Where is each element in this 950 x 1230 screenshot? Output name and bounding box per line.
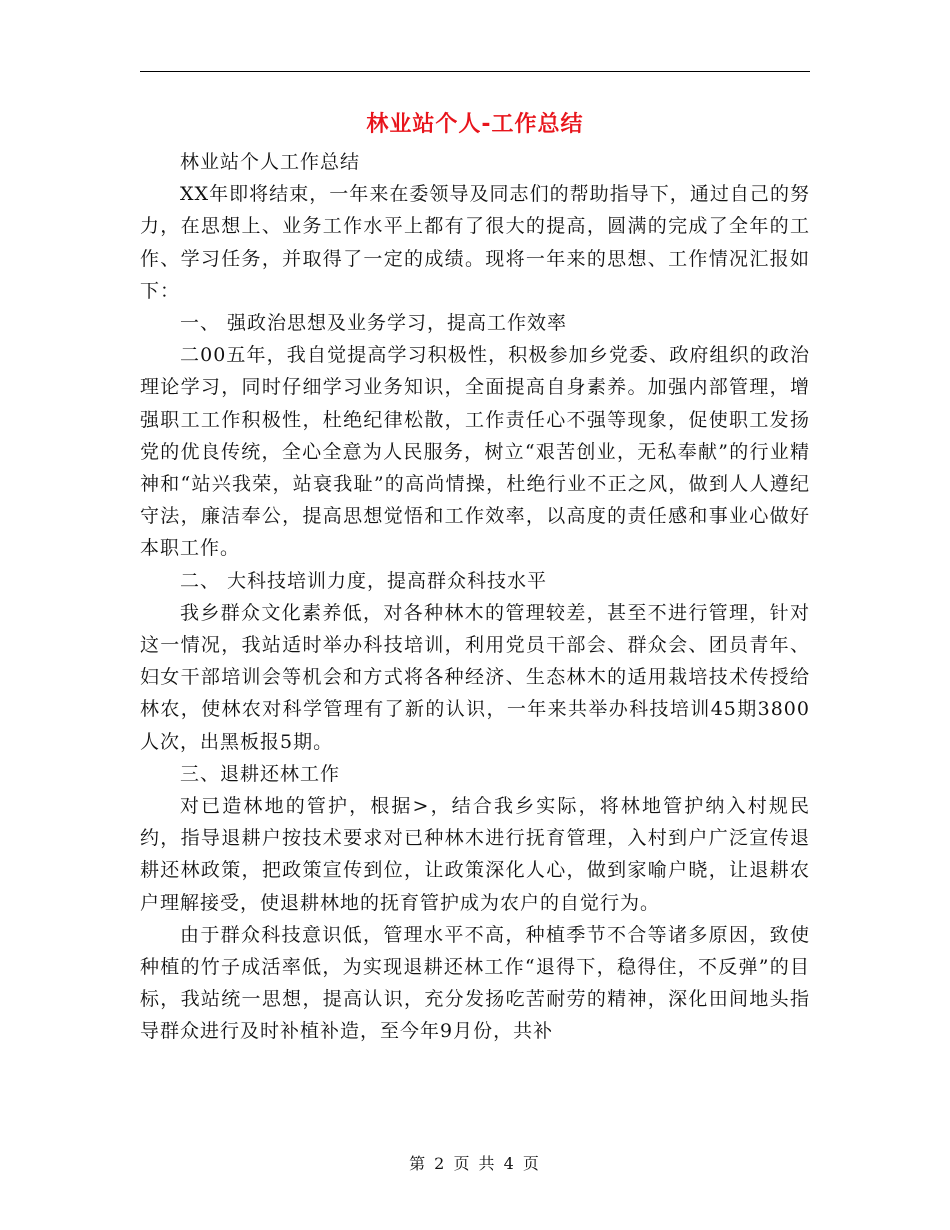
section-1-paragraph: 二00五年，我自觉提高学习积极性，积极参加乡党委、政府组织的政治理论学习，同时仔细学习业务知识，全面提高自身素养。加强内部管理，增强职工工作积极性，杜绝纪律松散，工作责任心不强等现象，促使职工发扬党的优良传统，全心全意为人民服务，树立“艰苦创业，无私奉献”的行业精神和“站兴我荣，站衰我耻”的高尚情操，杜绝行业不正之风，做到人人遵纪守法，廉洁奉公，提高思想觉悟和工作效率，以高度的责任感和事业心做好本职工作。: [140, 344, 810, 560]
section-heading-3: 三、退耕还林工作: [180, 762, 341, 785]
section-heading-1: 一、 强政治思想及业务学习，提高工作效率: [180, 312, 568, 335]
document-body: [140, 146, 810, 1048]
section-3-paragraph: 对已造林地的管护，根据>，结合我乡实际，将林地管护纳入村规民约，指导退耕户按技术要求对已种林木进行抚育管理，入村到户广泛宣传退耕还林政策，把政策宣传到位，让政策深化人心，做到家喻户晓，让退耕农户理解接受，使退耕林地的抚育管护成为农户的自觉行为。: [140, 795, 810, 914]
page-number-footer: 第 2 页 共 4 页: [409, 1154, 541, 1173]
header-rule: [140, 71, 810, 72]
document-title: 林业站个人-工作总结: [366, 112, 584, 137]
subtitle-paragraph: 林业站个人工作总结: [180, 151, 361, 173]
section-3-paragraph-continued: 由于群众科技意识低，管理水平不高，种植季节不合等诸多原因，致使种植的竹子成活率低，为实现退耕还林工作“退得下，稳得住，不反弹”的目标，我站统一思想，提高认识，充分发扬吃苦耐劳的精神，深化田间地头指导群众进行及时补植补造，至今年9月份，共补: [140, 923, 810, 1043]
intro-paragraph: XX年即将结束，一年来在委领导及同志们的帮助指导下，通过自己的努力，在思想上、业务工作水平上都有了很大的提高，圆满的完成了全年的工作、学习任务，并取得了一定的成绩。现将一年来的思想、工作情况汇报如下：: [140, 183, 810, 302]
section-heading-2: 二、 大科技培训力度，提高群众科技水平: [180, 569, 548, 592]
section-2-paragraph: 我乡群众文化素养低，对各种林木的管理较差，甚至不进行管理，针对这一情况，我站适时举办科技培训，利用党员干部会、群众会、团员青年、妇女干部培训会等机会和方式将各种经济、生态林木的适用栽培技术传授给林农，使林农对科学管理有了新的认识，一年来共举办科技培训45期3800人次，出黑板报5期。: [140, 601, 810, 753]
